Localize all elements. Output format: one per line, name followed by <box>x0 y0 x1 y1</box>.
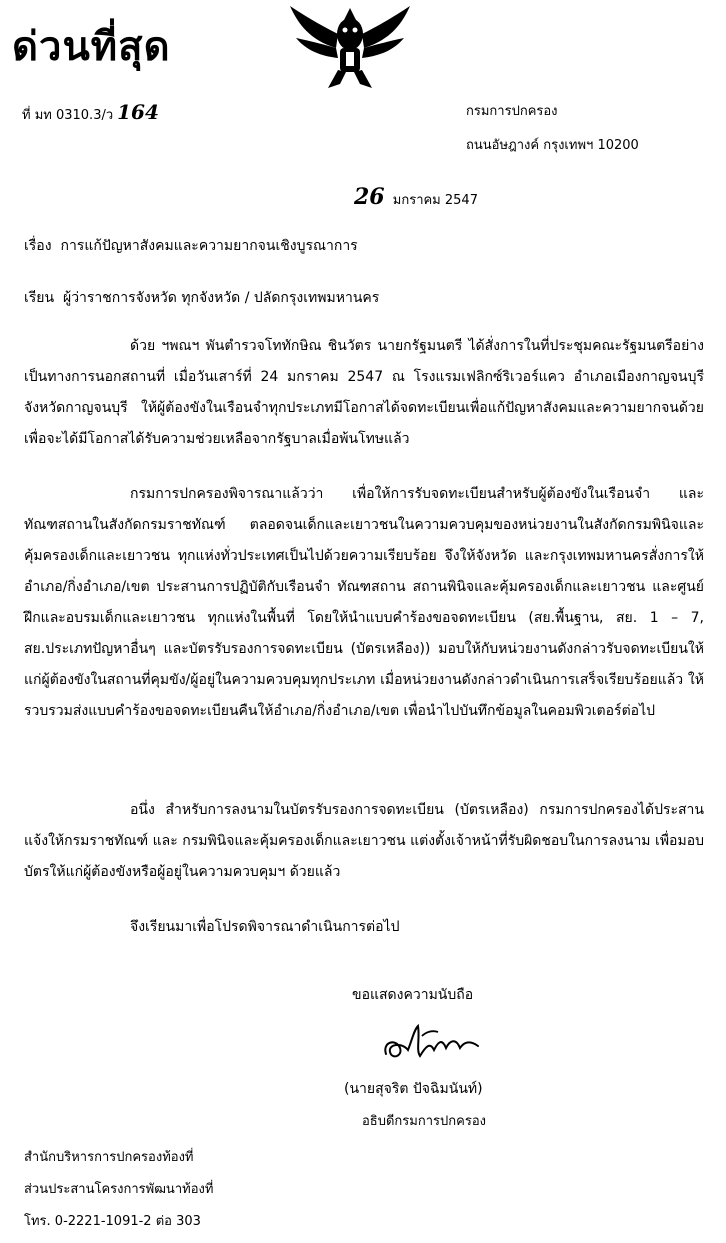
subject-label: เรื่อง <box>24 238 52 254</box>
closing-regards: ขอแสดงความนับถือ <box>352 987 474 1003</box>
date-day: 26 <box>354 184 385 210</box>
paragraph-4: จึงเรียนมาเพื่อโปรดพิจารณาดำเนินการต่อไป <box>130 919 400 935</box>
reference-label: ที่ มท 0310.3/ว <box>22 108 114 123</box>
signer-name: (นายสุจริต ปัจฉิมนันท์) <box>344 1081 483 1097</box>
footer-phone: โทร. 0-2221-1091-2 ต่อ 303 <box>24 1214 201 1229</box>
signer-position: อธิบดีกรมการปกครอง <box>362 1114 486 1129</box>
salutation-label: เรียน <box>24 290 55 306</box>
reference-line <box>22 100 159 125</box>
date-line <box>354 184 478 210</box>
date-month-year: มกราคม 2547 <box>392 193 478 208</box>
footer-office: สำนักบริหารการปกครองท้องที่ <box>24 1150 194 1165</box>
salutation-line <box>24 287 379 309</box>
subject-line <box>24 235 358 257</box>
paragraph-1: ด้วย ฯพณฯ พันตำรวจโททักษิณ ชินวัตร นายกรัฐมนตรี ได้สั่งการในที่ประชุมคณะรัฐมนตรีอย่างเป็นทางการนอกสถานที่ เมื่อวันเสาร์ที่ 24 มกราคม 2547 ณ โรงแรมเฟลิกซ์ริเวอร์แคว อำเภอเมืองกาญจนบุรี จังหวัดกาญจนบุรี ให้ผู้ต้องขังในเรือนจำทุกประเภทมีโอกาสได้จดทะเบียนเพื่อแก้ปัญหาสังคมและความยากจนด้วย เพื่อจะได้มีโอกาสได้รับความช่วยเหลือจากรัฐบาลเมื่อพ้นโทษแล้ว <box>24 338 704 447</box>
handwritten-signature <box>378 1018 488 1068</box>
paragraph-3: อนึ่ง สำหรับการลงนามในบัตรรับรองการจดทะเบียน (บัตรเหลือง) กรมการปกครองได้ประสานแจ้งให้กรมราชทัณฑ์ และ กรมพินิจและคุ้มครองเด็กและเยาวชน แต่งตั้งเจ้าหน้าที่รับผิดชอบในการลงนาม เพื่อมอบบัตรให้แก่ผู้ต้องขังหรือผู้อยู่ในความควบคุมฯ ด้วยแล้ว <box>24 802 704 880</box>
footer-section: ส่วนประสานโครงการพัฒนาท้องที่ <box>24 1182 214 1197</box>
garuda-emblem-icon <box>288 4 412 90</box>
subject-text: การแก้ปัญหาสังคมและความยากจนเชิงบูรณาการ <box>60 238 358 254</box>
org-name: กรมการปกครอง <box>466 104 558 119</box>
paragraph-2: กรมการปกครองพิจารณาแล้วว่า เพื่อให้การรับจดทะเบียนสำหรับผู้ต้องขังในเรือนจำ และทัณฑสถานในสังกัดกรมราชทัณฑ์ ตลอดจนเด็กและเยาวชนในความควบคุมของหน่วยงานในสังกัดกรมพินิจและคุ้มครองเด็กและเยาวชน ทุกแห่งทั่วประเทศเป็นไปด้วยความเรียบร้อย จึงให้จังหวัด และกรุงเทพมหานครสั่งการให้อำเภอ/กิ่งอำเภอ/เขต ประสานการปฏิบัติกับเรือนจำ ทัณฑสถาน สถานพินิจและคุ้มครองเด็กและเยาวชน และศูนย์ฝึกและอบรมเด็กและเยาวชน ทุกแห่งในพื้นที่ โดยให้นำแบบคำร้องขอจดทะเบียน (สย.พื้นฐาน, สย. 1 – 7, สย.ประเภทปัญหาอื่นๆ และบัตรรับรองการจดทะเบียน (บัตรเหลือง)) มอบให้กับหน่วยงานดังกล่าวรับจดทะเบียนให้แก่ผู้ต้องขังในสถานที่คุมขัง/ผู้อยู่ในความควบคุมทุกประเภท เมื่อหน่วยงานดังกล่าวดำเนินการเสร็จเรียบร้อยแล้ว ให้รวบรวมส่งแบบคำร้องขอจดทะเบียนคืนให้อำเภอ/กิ่งอำเภอ/เขต เพื่อนำไปบันทึกข้อมูลในคอมพิวเตอร์ต่อไป <box>24 486 704 719</box>
org-address: ถนนอัษฎางค์ กรุงเทพฯ 10200 <box>466 138 639 153</box>
urgency-stamp: ด่วนที่สุด <box>12 23 171 70</box>
salutation-text: ผู้ว่าราชการจังหวัด ทุกจังหวัด / ปลัดกรุงเทพมหานคร <box>62 290 380 306</box>
reference-number: 164 <box>117 100 159 124</box>
